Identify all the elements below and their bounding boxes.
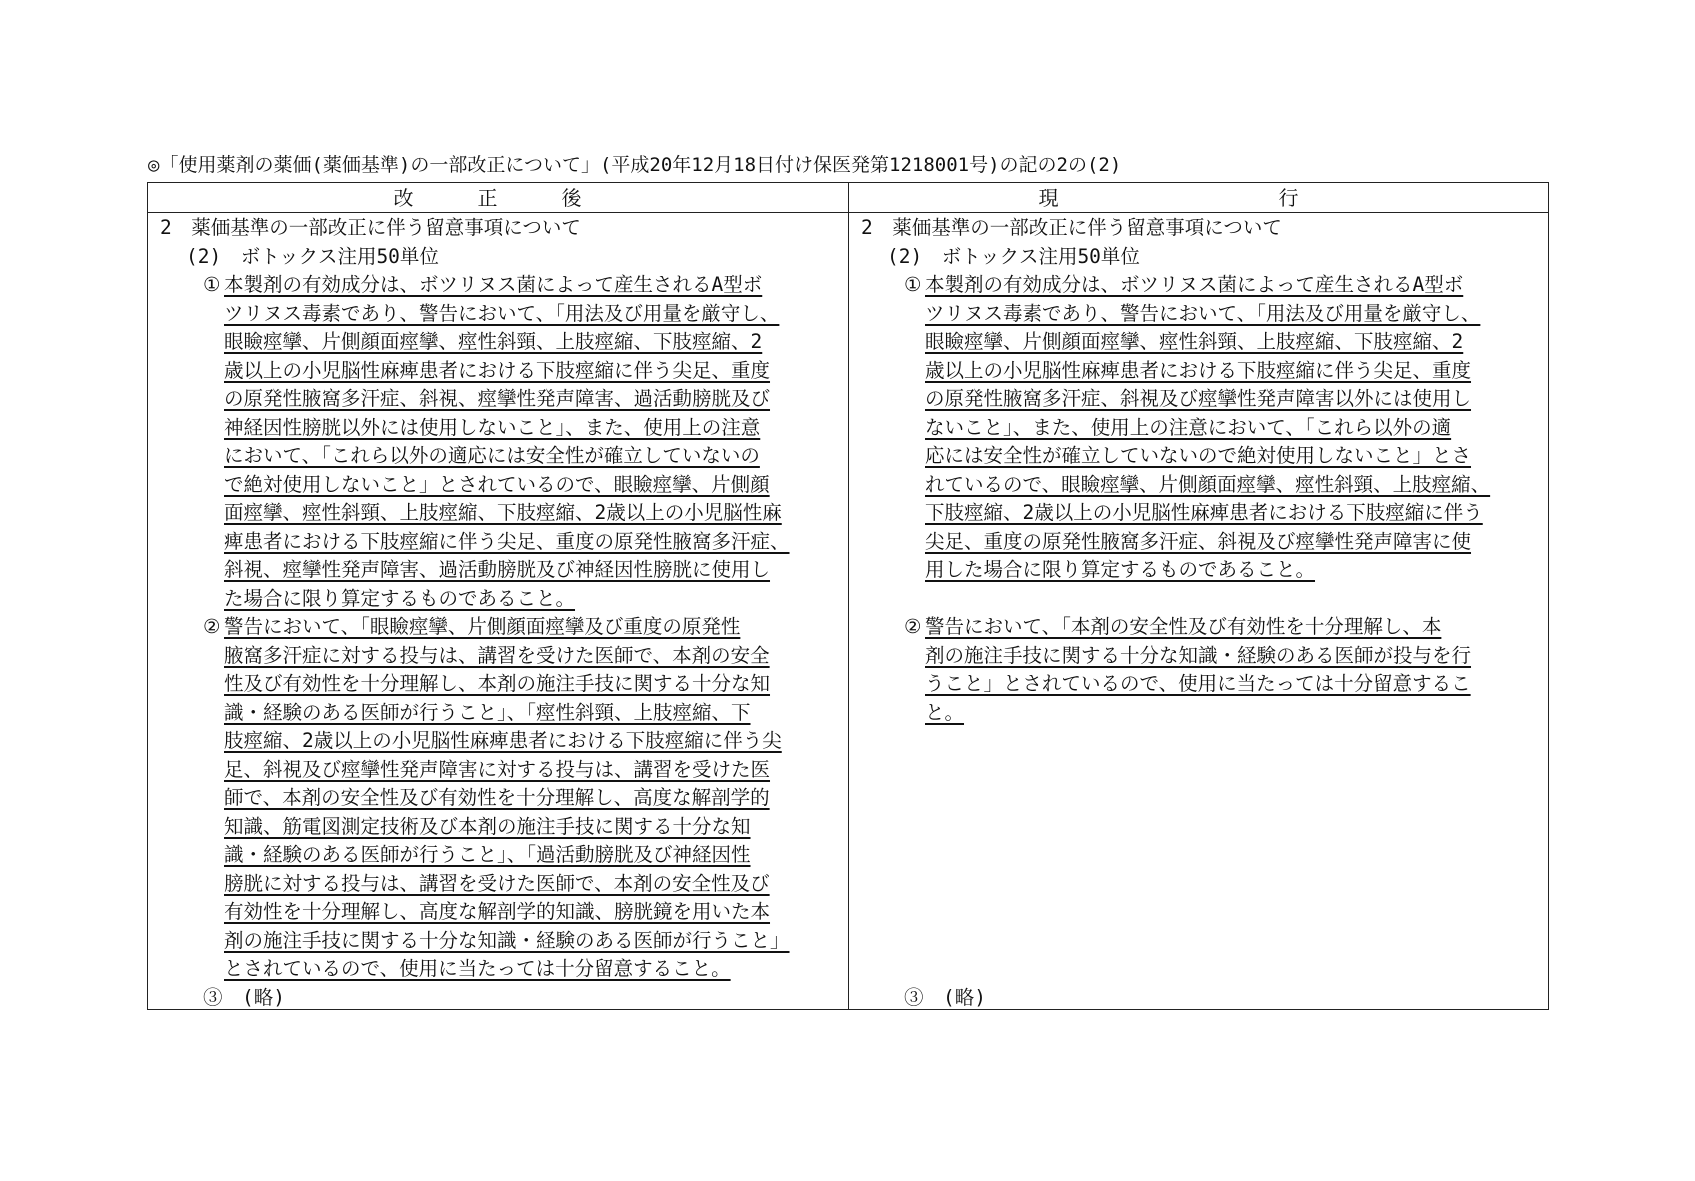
text-line: ないこと」、また、使用上の注意において、「これら以外の適 xyxy=(925,415,1452,439)
text-line: 本製剤の有効成分は、ボツリヌス菌によって産生されるA型ボ xyxy=(925,273,1464,296)
text-line: 眼瞼痙攣、片側顔面痙攣、痙性斜頸、上肢痙縮、下肢痙縮、2 xyxy=(224,330,763,353)
text-line: ツリヌス毒素であり、警告において、「用法及び用量を厳守し、 xyxy=(925,301,1481,325)
document-title: ◎「使用薬剤の薬価(薬価基準)の一部改正について」(平成20年12月18日付け保医発第1218001号)の記の2の(2) xyxy=(148,154,1122,176)
text-line: 尖足、重度の原発性腋窩多汗症、斜視及び痙攣性発声障害に使 xyxy=(925,529,1472,553)
text-line: 痺患者における下肢痙縮に伴う尖足、重度の原発性腋窩多汗症、 xyxy=(224,529,790,553)
text-line: の原発性腋窩多汗症、斜視及び痙攣性発声障害以外には使用し xyxy=(925,387,1472,410)
text-line: 師で、本剤の安全性及び有効性を十分理解し、高度な解剖学的 xyxy=(224,786,770,809)
text-line: 応には安全性が確立していないので絶対使用しないこと」とさ xyxy=(925,444,1472,467)
text-line: 面痙攣、痙性斜頸、上肢痙縮、下肢痙縮、2歳以上の小児脳性麻 xyxy=(224,501,782,524)
comparison-table xyxy=(147,182,1549,1010)
text-line: とされているので、使用に当たっては十分留意すること。 xyxy=(224,957,731,980)
text-line: 知識、筋電図測定技術及び本剤の施注手技に関する十分な知 xyxy=(224,814,751,838)
header-current: 現 行 xyxy=(849,183,1548,213)
text-line: 眼瞼痙攣、片側顔面痙攣、痙性斜頸、上肢痙縮、下肢痙縮、2 xyxy=(925,330,1464,353)
revised-item1-number: ① xyxy=(203,273,221,296)
text-line: 用した場合に限り算定するものであること。 xyxy=(925,558,1316,581)
text-line: 斜視、痙攣性発声障害、過活動膀胱及び神経因性膀胱に使用し xyxy=(224,558,771,581)
revised-item3-omitted: ③ (略) xyxy=(203,985,285,1009)
column-divider xyxy=(848,183,849,1009)
text-line: 足、斜視及び痙攣性発声障害に対する投与は、講習を受けた医 xyxy=(224,757,771,781)
revised-item1-text xyxy=(224,271,847,613)
text-line: れているので、眼瞼痙攣、片側顔面痙攣、痙性斜頸、上肢痙縮、 xyxy=(925,472,1491,496)
text-line: 剤の施注手技に関する十分な知識・経験のある医師が行うこと」 xyxy=(224,928,790,952)
text-line: うこと」とされているので、使用に当たっては十分留意するこ xyxy=(925,672,1471,695)
text-line: 有効性を十分理解し、高度な解剖学的知識、膀胱鏡を用いた本 xyxy=(224,900,771,923)
text-line: 腋窩多汗症に対する投与は、講習を受けた医師で、本剤の安全 xyxy=(224,643,770,667)
revised-item2-number: ② xyxy=(203,615,221,638)
text-line: の原発性腋窩多汗症、斜視、痙攣性発声障害、過活動膀胱及び xyxy=(224,387,771,410)
text-line: 識・経験のある医師が行うこと」、「痙性斜頸、上肢痙縮、下 xyxy=(224,700,751,724)
text-line: 警告において、「眼瞼痙攣、片側顔面痙攣及び重度の原発性 xyxy=(224,615,741,638)
current-section-heading: 2 薬価基準の一部改正に伴う留意事項について xyxy=(861,216,1282,239)
text-line: 下肢痙縮、2歳以上の小児脳性麻痺患者における下肢痙縮に伴う xyxy=(925,501,1483,524)
text-line: 歳以上の小児脳性麻痺患者における下肢痙縮に伴う尖足、重度 xyxy=(224,358,771,382)
text-line: と。 xyxy=(925,700,965,724)
current-subsection-heading: (2) ボトックス注用50単位 xyxy=(887,244,1140,268)
revised-item2-text xyxy=(224,613,847,984)
text-line: 肢痙縮、2歳以上の小児脳性麻痺患者における下肢痙縮に伴う尖 xyxy=(224,729,782,752)
current-item2-text xyxy=(925,613,1548,727)
text-line: 歳以上の小児脳性麻痺患者における下肢痙縮に伴う尖足、重度 xyxy=(925,358,1472,382)
revised-section-heading: 2 薬価基準の一部改正に伴う留意事項について xyxy=(160,216,581,239)
text-line: 剤の施注手技に関する十分な知識・経験のある医師が投与を行 xyxy=(925,643,1472,667)
text-line: において、「これら以外の適応には安全性が確立していないの xyxy=(224,444,760,467)
current-item3-omitted: ③ (略) xyxy=(904,985,986,1009)
header-revised: 改 正 後 xyxy=(148,183,849,213)
current-item1-text xyxy=(925,271,1548,585)
text-line: ツリヌス毒素であり、警告において、「用法及び用量を厳守し、 xyxy=(224,301,780,325)
text-line: 本製剤の有効成分は、ボツリヌス菌によって産生されるA型ボ xyxy=(224,273,763,296)
current-item1-number: ① xyxy=(904,273,922,296)
text-line: 警告において、「本剤の安全性及び有効性を十分理解し、本 xyxy=(925,615,1442,638)
current-item2-number: ② xyxy=(904,615,922,638)
text-line: で絶対使用しないこと」とされているので、眼瞼痙攣、片側顔 xyxy=(224,472,770,496)
text-line: 膀胱に対する投与は、講習を受けた医師で、本剤の安全性及び xyxy=(224,871,770,895)
text-line: た場合に限り算定するものであること。 xyxy=(224,586,576,610)
text-line: 神経因性膀胱以外には使用しないこと」、また、使用上の注意 xyxy=(224,415,761,439)
text-line: 識・経験のある医師が行うこと」、「過活動膀胱及び神経因性 xyxy=(224,843,751,866)
text-line: 性及び有効性を十分理解し、本剤の施注手技に関する十分な知 xyxy=(224,672,771,695)
revised-subsection-heading: (2) ボトックス注用50単位 xyxy=(186,244,439,268)
